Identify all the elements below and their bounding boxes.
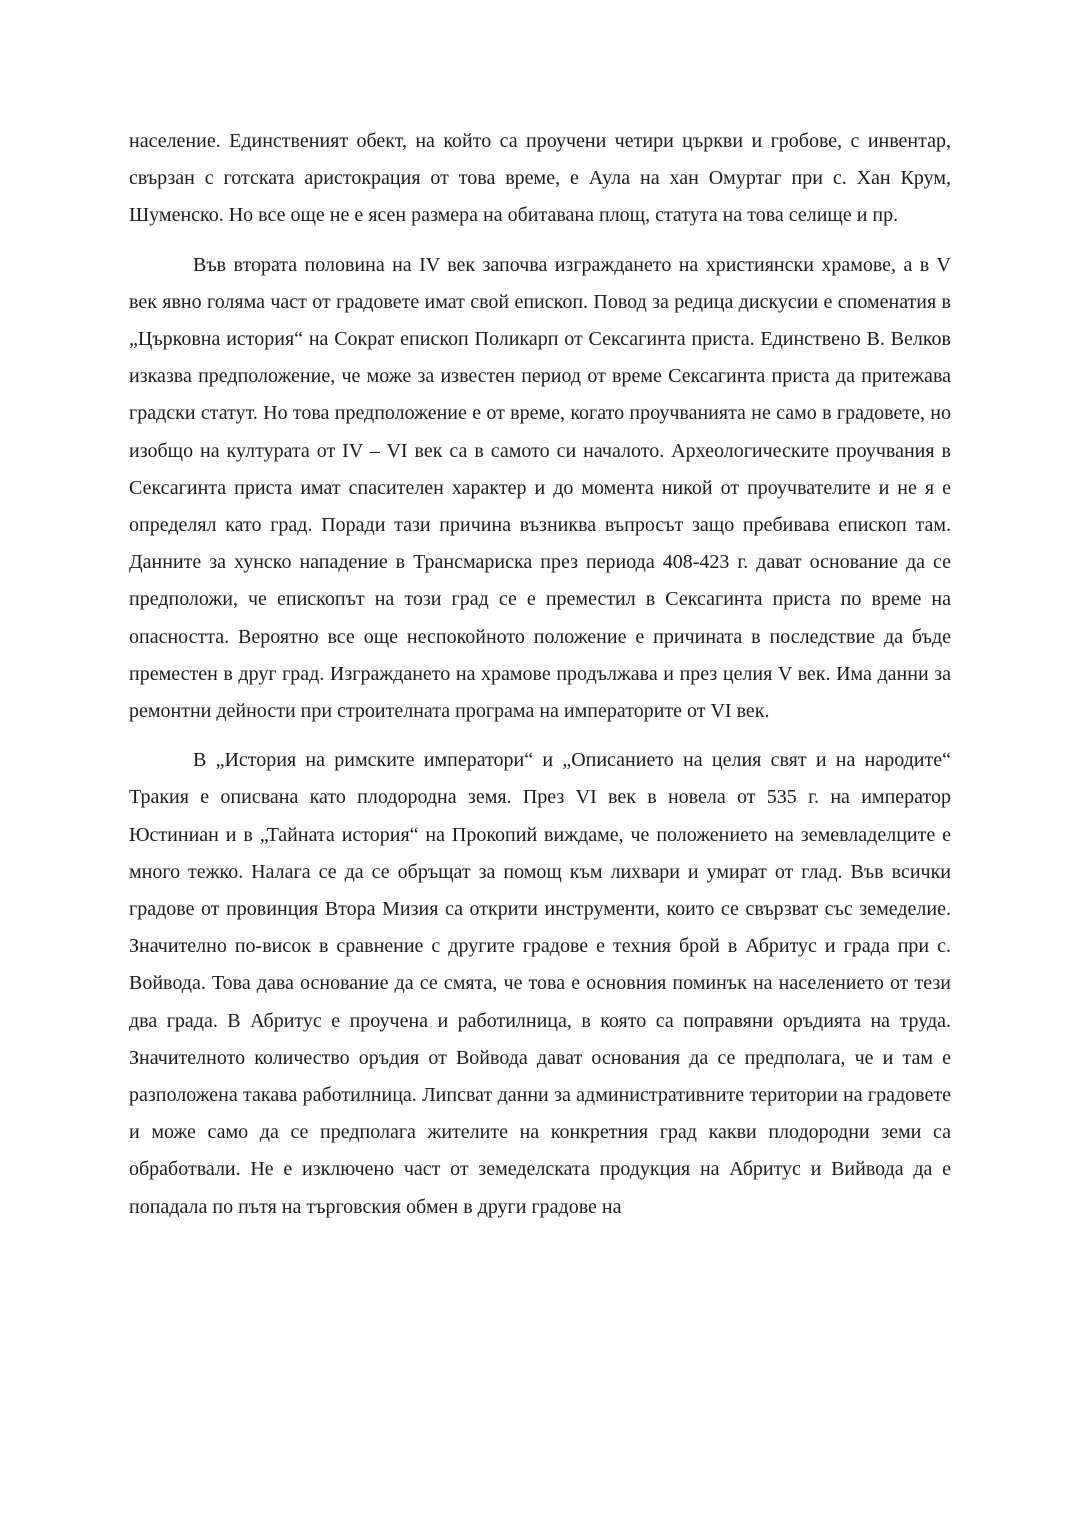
paragraph-continuation: население. Единственият обект, на който са проучени четири църкви и гробове, с инвентар, свързан с готската аристокрация от това време, е Аула на хан Омуртаг при с. Хан Крум, Шуменско. Но все още не е ясен размера на обитавана площ, статута на това селище и пр.	[129, 130, 951, 227]
body-text	[129, 123, 951, 1226]
paragraph-agriculture: В „История на римските императори“ и „Описанието на целия свят и на народите“ Тракия е описвана като плодородна земя. През VI век в новела от 535 г. на император Юстиниан и в „Тайната история“ на Прокопий виждаме, че положението на земевладелците е много тежко. Налага се да се обръщат за помощ към лихвари и умират от глад. Във всички градове от провинция Втора Мизия са открити инструменти, които се свързват със земеделие. Значително по-висок в сравнение с другите градове е техния брой в Абритус и града при с. Войвода. Това дава основание да се смята, че това е основния поминък на населението от тези два града. В Абритус е проучена и работилница, в която са поправяни оръдията на труда. Значителното количество оръдия от Войвода дават основания да се предполага, че и там е разположена такава работилница. Липсват данни за административните територии на градовете и може само да се предполага жителите на конкретния град какви плодородни земи са обработвали. Не е изключено част от земеделската продукция на Абритус и Вийвода да е попадала по пътя на търговския обмен в други градове на	[129, 749, 951, 1218]
paragraph-christian-temples: Във втората половина на IV век започва изграждането на християнски храмове, а в V век явно голяма част от градовете имат свой епископ. Повод за редица дискусии е споменатия в „Църковна история“ на Сократ епископ Поликарп от Сексагинта приста. Единствено В. Велков изказва предположение, че може за известен период от време Сексагинта приста да притежава градски статут. Но това предположение е от време, когато проучванията не само в градовете, но изобщо на културата от IV – VI век са в самото си началото. Археологическите проучвания в Сексагинта приста имат спасителен характер и до момента никой от проучвателите и не я е определял като град. Поради тази причина възниква въпросът защо пребивава епископ там. Данните за хунско нападение в Трансмариска през периода 408-423 г. дават основание да се предположи, че епископът на този град се е преместил в Сексагинта приста по време на опасността. Вероятно все още неспокойното положение е причината в последствие да бъде преместен в друг град. Изграждането на храмове продължава и през целия V век. Има данни за ремонтни дейности при строителната програма на императорите от VI век.	[129, 253, 951, 723]
